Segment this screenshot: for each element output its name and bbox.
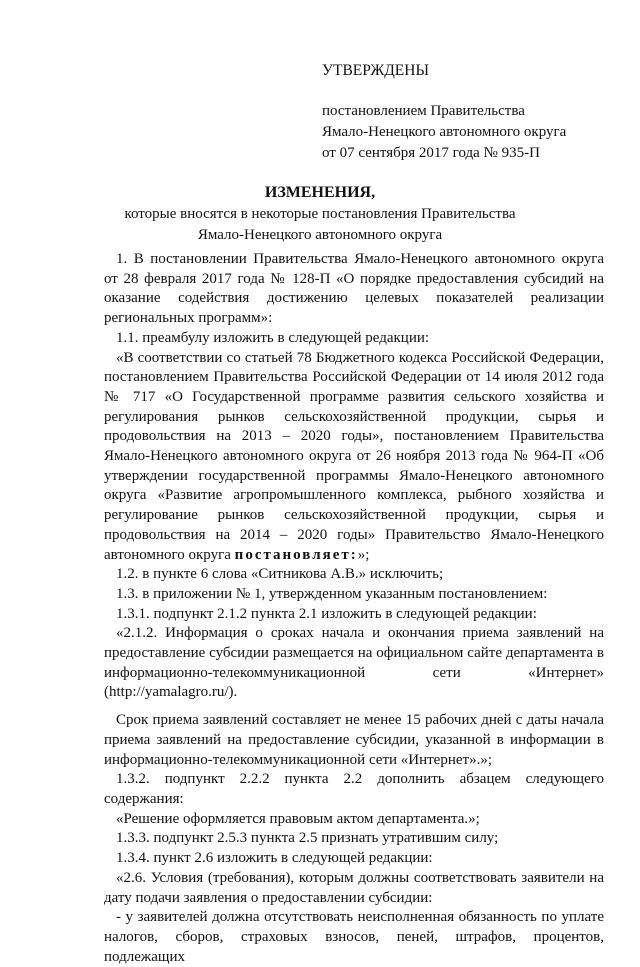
paragraph: 1.3. в приложении № 1, утвержденном указанным постановлением: (116, 585, 548, 602)
approval-line-3: от 07 сентября 2017 года № 935-П (322, 145, 540, 161)
decree-word: постановляет: (234, 546, 358, 563)
paragraph: 1.3.2. подпункт 2.2.2 пункта 2.2 дополнить абзацем следующего содержания: (104, 771, 604, 807)
document-subtitle (0, 204, 640, 246)
paragraph: «2.6. Условия (требования), которым должны соответствовать заявители на дату подачи заявления о предоставлении субсидии: (104, 869, 604, 906)
paragraph: 1.3.4. пункт 2.6 изложить в следующей редакции: (116, 850, 433, 867)
approval-block (322, 60, 622, 164)
paragraph: - у заявителей должна отсутствовать неисполненная обязанность по уплате налогов, сборов, страховых взносов, пеней, штрафов, процентов, подлежащих (104, 909, 604, 965)
approval-line-1: постановлением Правительства (322, 103, 525, 119)
paragraph: 1.3.1. подпункт 2.1.2 пункта 2.1 изложить в следующей редакции: (116, 605, 537, 622)
preamble-text: «В соответствии со статьей 78 Бюджетного кодекса Российской Федерации, постановлением Правительства Российской Федерации от 14 июля 2012 года № 717 «О Государственной программе развития сельского хозяйства и регулирования рынков сельскохозяйственной продукции, сырья и продовольствия на 2013 – 2020 годы», постановлением Правительства Ямало-Ненецкого автономного округа от 26 ноября 2013 года № 964-П «Об утверждении государственной программы Ямало-Ненецкого автономного округа «Развитие агропромышленного комплекса, рыбного хозяйства и регулирование рынков сельскохозяйственной продукции, сырья и продовольствия на 2014 – 2020 годы» Правительство Ямало-Ненецкого автономного округа (104, 349, 604, 563)
paragraph: «2.1.2. Информация о сроках начала и окончания приема заявлений на предоставление субсидии размещается на официальном сайте департамента в информационно-телекоммуникационной сети «Интернет» (http://yamalagro.ru/). (104, 625, 604, 701)
paragraph: «Решение оформляется правовым актом департамента.»; (116, 810, 480, 827)
paragraph: 1. В постановлении Правительства Ямало-Ненецкого автономного округа от 28 февраля 2017 года № 128-П «О порядке предоставления субсидий на оказание содействия достижению целевых показателей реализации региональных программ»: (104, 251, 604, 327)
paragraph: Срок приема заявлений составляет не менее 15 рабочих дней с даты начала приема заявлений на предоставление субсидии, указанной в информации в информационно-телекоммуникационной сети «Интернет».»; (104, 712, 604, 768)
subtitle-line-2: Ямало-Ненецкого автономного округа (197, 227, 443, 243)
paragraph: 1.1. преамбулу изложить в следующей редакции: (116, 329, 430, 346)
paragraph: 1.2. в пункте 6 слова «Ситникова А.В.» исключить; (116, 566, 444, 583)
approval-title: УТВЕРЖДЕНЫ (322, 62, 429, 79)
document-title: ИЗМЕНЕНИЯ, (264, 184, 376, 201)
decree-end: »; (357, 546, 370, 563)
paragraph-preamble (104, 349, 604, 566)
approval-line-2: Ямало-Ненецкого автономного округа (322, 124, 567, 140)
paragraph: 1.3.3. подпункт 2.5.3 пункта 2.5 признать утратившим силу; (116, 830, 499, 847)
document-body (104, 250, 604, 967)
subtitle-line-1: которые вносятся в некоторые постановления Правительства (124, 206, 516, 222)
